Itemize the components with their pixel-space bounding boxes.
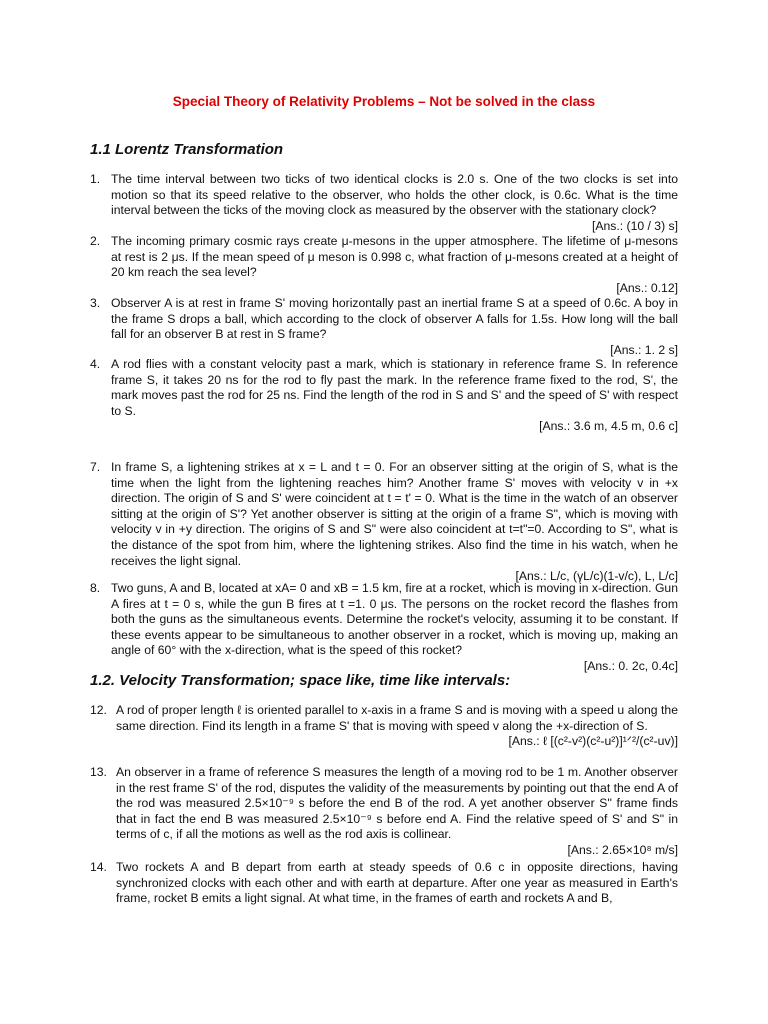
problem-8 xyxy=(90,581,678,675)
problem-text: The time interval between two ticks of two identical clocks is 2.0 s. One of the two clocks is set into motion so that its speed relative to the observer, who holds the other clock, is 0.6c. What is the time interval between the ticks of the moving clock as measured by the observer with the stationary clock? xyxy=(111,172,678,218)
problem-text: A rod of proper length ℓ is oriented parallel to x-axis in a frame S and is moving with a speed u along the same direction. Find its length in a frame S' that is moving with speed v along the +x-direction of S. xyxy=(116,703,678,733)
section-heading-lorentz: 1.1 Lorentz Transformation xyxy=(90,141,284,158)
problem-text: In frame S, a lightening strikes at x = L and t = 0. For an observer sitting at the origin of S, what is the time when the light from the lightening reaches him? Another frame S' moves with velocity v in +x direction. The origin of S and S' were coincident at t = t' = 0. What is the time in the watch of an observer sitting at the origin of S'? Yet another observer is sitting at the origin of a frame S", which is moving with velocity v in +y direction. The origins of S and S" were also coincident at t=t"=0. According to S", what is the distance of the spot from him, where the lightening strikes. Also find the time in his watch, when he receives the light signal. xyxy=(111,460,678,568)
problem-text: The incoming primary cosmic rays create μ-mesons in the upper atmosphere. The lifetime of μ-mesons at rest is 2 μs. If the mean speed of μ meson is 0.998 c, what fraction of μ-mesons created at a height of 20 km reach the sea level? xyxy=(111,234,678,280)
section-heading-velocity: 1.2. Velocity Transformation; space like, time like intervals: xyxy=(90,672,511,689)
problem-answer: [Ans.: 0. 2c, 0.4c] xyxy=(583,658,678,673)
problem-answer: [Ans.: (10 / 3) s] xyxy=(591,218,678,233)
problem-number: 12. xyxy=(90,703,107,717)
problem-text: A rod flies with a constant velocity past a mark, which is stationary in reference frame S. In reference frame S, it takes 20 ns for the rod to fly past the mark. In the reference frame fixed to the rod, S', the mark moves past the rod for 25 ns. Find the length of the rod in S and S' and the speed of S' with respect to S. xyxy=(111,357,678,418)
problem-answer: [Ans.: 3.6 m, 4.5 m, 0.6 c] xyxy=(539,419,678,434)
problem-3 xyxy=(90,296,678,358)
problem-4 xyxy=(90,357,678,435)
problem-7 xyxy=(90,460,678,585)
problem-number: 7. xyxy=(90,460,101,474)
problem-answer: [Ans.: ℓ [(c²-v²)(c²-u²)]¹ᐟ²/(c²-uv)] xyxy=(508,734,678,749)
problem-number: 14. xyxy=(90,860,107,874)
problem-14 xyxy=(90,860,678,907)
problem-1 xyxy=(90,172,678,234)
problem-12 xyxy=(90,703,678,750)
problem-text: Two rockets A and B depart from earth at steady speeds of 0.6 c in opposite directions, having synchronized clocks with each other and with earth at departure. After one year as measured in Earth's frame, rocket B emits a light signal. At what time, in the frames of earth and rockets A and B, xyxy=(116,860,678,906)
problem-answer: [Ans.: L/c, (γL/c)(1-v/c), L, L/c] xyxy=(515,569,678,584)
problem-answer: [Ans.: 1. 2 s] xyxy=(610,342,678,357)
problem-text: An observer in a frame of reference S measures the length of a moving rod to be 1 m. Another observer in the rest frame S' of the rod, disputes the validity of the measurements by pointing out that the end A of the rod was measured 2.5×10⁻⁹ s before the end B of the rod. A yet another observer S'' frame finds that in fact the end B was measured 2.5×10⁻⁹ s before end A. Find the relative speed of S' and S" in terms of c, if all the motions as well as the rod axis is collinear. xyxy=(116,765,678,842)
problem-number: 8. xyxy=(90,581,101,595)
problem-text: Observer A is at rest in frame S' moving horizontally past an inertial frame S at a speed of 0.6c. A boy in the frame S drops a ball, which according to the clock of observer A falls for 1.5s. How long will the ball fall for an observer B at rest in S frame? xyxy=(111,296,678,342)
problem-number: 13. xyxy=(90,765,107,779)
problem-2 xyxy=(90,234,678,296)
page-title: Special Theory of Relativity Problems – Not be solved in the class xyxy=(172,94,596,109)
problem-text: Two guns, A and B, located at xA= 0 and xB = 1.5 km, fire at a rocket, which is moving in x-direction. Gun A fires at t = 0 s, while the gun B fires at t =1. 0 μs. The persons on the rocket record the flashes from both the guns as the simultaneous events. Determine the rocket's velocity, assuming it to be constant. If these events appear to be simultaneous to another observer in a rocket, which is moving up, making an angle of 60° with the x-direction, what is the speed of this rocket? xyxy=(111,581,678,658)
problem-number: 3. xyxy=(90,296,101,310)
problem-answer: [Ans.: 0.12] xyxy=(616,280,678,295)
problem-number: 4. xyxy=(90,357,101,371)
problem-13 xyxy=(90,765,678,859)
problem-number: 2. xyxy=(90,234,101,248)
problem-number: 1. xyxy=(90,172,101,186)
problem-answer: [Ans.: 2.65×10⁸ m/s] xyxy=(567,842,678,857)
